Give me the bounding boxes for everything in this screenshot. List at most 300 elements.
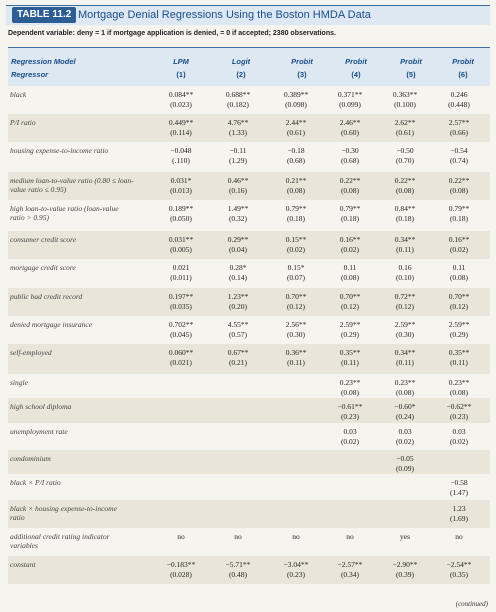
regressor-name: high school diploma: [10, 402, 72, 411]
coef-cell: [151, 348, 211, 368]
coefficient: 0.16**: [339, 235, 361, 244]
coefficient: −2.57**: [337, 560, 363, 569]
regressor-name: denied mortgage insurance: [10, 320, 93, 329]
coefficient: 1.23**: [227, 292, 249, 301]
coefficient: 0.021: [172, 263, 190, 272]
coefficient: −0.61**: [337, 402, 363, 411]
coefficient: −0.048: [170, 146, 192, 155]
coef-cell: [151, 176, 211, 196]
table-row: [8, 200, 490, 231]
standard-error: (0.60): [340, 128, 360, 137]
standard-error: (0.16): [228, 186, 248, 195]
coef-cell: [429, 235, 489, 255]
coefficient: 0.449**: [168, 118, 194, 127]
standard-error: (0.29): [449, 330, 469, 339]
standard-error: (0.20): [228, 302, 248, 311]
coefficient: 0.23**: [339, 378, 361, 387]
coefficient: 0.21**: [285, 176, 307, 185]
standard-error: (0.02): [449, 437, 469, 446]
standard-error: (0.08): [449, 273, 469, 282]
table-row: [8, 474, 490, 500]
table-row: [8, 500, 490, 528]
coefficient: 0.22**: [394, 176, 416, 185]
regressor-name: medium loan-to-value ratio (0.80 ≤ loan-value ratio ≤ 0.95): [10, 176, 134, 194]
coefficient: −0.58: [450, 478, 468, 487]
coef-cell: [429, 90, 489, 110]
standard-error: (0.34): [340, 570, 360, 579]
table-row: [8, 556, 490, 584]
coef-cell: [429, 146, 489, 166]
standard-error: (0.68): [286, 156, 306, 165]
coef-cell: [151, 532, 211, 542]
standard-error: (0.011): [170, 273, 192, 282]
standard-error: (0.18): [395, 214, 415, 223]
model-1: LPM: [173, 57, 189, 66]
coef-cell: [151, 292, 211, 312]
coefficient: 0.189**: [168, 204, 194, 213]
standard-error: (0.028): [170, 570, 192, 579]
table-row: [8, 288, 490, 316]
coef-cell: [320, 560, 380, 580]
regressor-label: Regressor: [11, 70, 49, 79]
regressor-name: black × P/I ratio: [10, 478, 61, 487]
table-row: [8, 398, 490, 423]
coef-cell: [429, 504, 489, 524]
regressor-name: black: [10, 90, 27, 99]
coefficient: 0.371**: [337, 90, 363, 99]
coef-cell: [429, 320, 489, 340]
coefficient: yes: [400, 532, 410, 541]
coef-cell: [375, 427, 435, 447]
coefficient: 0.28*: [229, 263, 247, 272]
coef-cell: [320, 118, 380, 138]
table-row: [8, 259, 490, 288]
coefficient: −0.30: [341, 146, 359, 155]
coef-cell: [266, 235, 326, 255]
standard-error: (0.11): [396, 358, 414, 367]
coef-cell: [266, 320, 326, 340]
coef-cell: [429, 478, 489, 498]
standard-error: (.110): [172, 156, 190, 165]
standard-error: (1.69): [449, 514, 469, 523]
standard-error: (0.02): [340, 437, 360, 446]
standard-error: (1.29): [228, 156, 248, 165]
standard-error: (0.050): [170, 214, 192, 223]
standard-error: (0.23): [286, 570, 306, 579]
standard-error: (0.02): [340, 245, 360, 254]
table-row: [8, 344, 490, 374]
coefficient: 0.72**: [394, 292, 416, 301]
coefficient: 2.56**: [285, 320, 307, 329]
standard-error: (0.61): [395, 128, 415, 137]
regressor-name: mortgage credit score: [10, 263, 76, 272]
coef-cell: [320, 532, 380, 542]
coef-cell: [320, 263, 380, 283]
regressor-name: self-employed: [10, 348, 52, 357]
coefficient: no: [234, 532, 242, 541]
standard-error: (0.12): [340, 302, 360, 311]
coef-cell: [208, 118, 268, 138]
standard-error: (0.08): [395, 186, 415, 195]
coefficient: 4.76**: [227, 118, 249, 127]
coefficient: 0.16: [398, 263, 412, 272]
coef-cell: [151, 118, 211, 138]
coef-cell: [375, 235, 435, 255]
table-row: [8, 374, 490, 398]
standard-error: (1.47): [449, 488, 469, 497]
standard-error: (0.08): [395, 388, 415, 397]
coefficient: 0.688**: [225, 90, 251, 99]
coefficient: 0.23**: [448, 378, 470, 387]
coef-cell: [208, 204, 268, 224]
coefficient: 0.15**: [285, 235, 307, 244]
standard-error: (0.182): [227, 100, 249, 109]
coefficient: 2.44**: [285, 118, 307, 127]
standard-error: (0.14): [228, 273, 248, 282]
table-tag: TABLE 11.2: [12, 7, 76, 23]
standard-error: (0.08): [340, 388, 360, 397]
coefficient: no: [177, 532, 185, 541]
coef-cell: [151, 560, 211, 580]
coef-cell: [375, 204, 435, 224]
coef-cell: [208, 292, 268, 312]
coef-cell: [429, 402, 489, 422]
coefficient: no: [292, 532, 300, 541]
coefficient: 0.36**: [285, 348, 307, 357]
standard-error: (1.33): [228, 128, 248, 137]
standard-error: (0.18): [340, 214, 360, 223]
coefficient: −0.60*: [394, 402, 416, 411]
standard-error: (0.12): [449, 302, 469, 311]
coefficient: −0.54: [450, 146, 468, 155]
model-5: Probit: [400, 57, 422, 66]
model-num-6: (6): [458, 70, 468, 79]
coef-cell: [151, 204, 211, 224]
coef-cell: [375, 402, 435, 422]
standard-error: (0.32): [228, 214, 248, 223]
standard-error: (0.08): [340, 273, 360, 282]
model-3: Probit: [291, 57, 313, 66]
coef-cell: [375, 454, 435, 474]
standard-error: (0.08): [286, 186, 306, 195]
standard-error: (0.57): [228, 330, 248, 339]
table-title: Mortgage Denial Regressions Using the Boston HMDA Data: [78, 9, 371, 21]
table-row: [8, 423, 490, 450]
standard-error: (0.12): [286, 302, 306, 311]
model-num-3: (3): [297, 70, 307, 79]
standard-error: (0.68): [340, 156, 360, 165]
coef-cell: [375, 146, 435, 166]
regressor-name: high loan-to-value ratio (loan-value ratio > 0.95): [10, 204, 119, 222]
standard-error: (0.013): [170, 186, 192, 195]
coef-cell: [151, 235, 211, 255]
standard-error: (0.24): [395, 412, 415, 421]
coef-cell: [320, 90, 380, 110]
coefficient: 0.03: [398, 427, 412, 436]
model-2: Logit: [231, 57, 251, 66]
table-header-bar: [6, 5, 490, 25]
coef-cell: [266, 118, 326, 138]
standard-error: (0.18): [449, 214, 469, 223]
coef-cell: [208, 235, 268, 255]
coefficient: −0.62**: [446, 402, 472, 411]
coefficient: 0.389**: [283, 90, 309, 99]
table-row: [8, 316, 490, 344]
coef-cell: [208, 146, 268, 166]
column-header: [8, 47, 490, 86]
coef-cell: [429, 427, 489, 447]
coef-cell: [208, 320, 268, 340]
coefficient: 1.49**: [227, 204, 249, 213]
coefficient: 0.363**: [392, 90, 418, 99]
coef-cell: [375, 348, 435, 368]
standard-error: (0.08): [449, 388, 469, 397]
coefficient: no: [455, 532, 463, 541]
standard-error: (0.12): [395, 302, 415, 311]
coef-cell: [320, 427, 380, 447]
coef-cell: [375, 378, 435, 398]
standard-error: (0.18): [286, 214, 306, 223]
coefficient: 0.79**: [285, 204, 307, 213]
standard-error: (0.30): [286, 330, 306, 339]
coefficient: 0.031**: [168, 235, 194, 244]
table-row: [8, 172, 490, 200]
coefficient: 0.084**: [168, 90, 194, 99]
coefficient: 0.702**: [168, 320, 194, 329]
coef-cell: [320, 402, 380, 422]
coefficient: 0.060**: [168, 348, 194, 357]
coefficient: 0.70**: [448, 292, 470, 301]
coefficient: 0.22**: [448, 176, 470, 185]
coefficient: 0.70**: [285, 292, 307, 301]
standard-error: (0.099): [339, 100, 361, 109]
coefficient: 2.46**: [339, 118, 361, 127]
coef-cell: [375, 532, 435, 542]
regressor-name: P/I ratio: [10, 118, 36, 127]
coefficient: 0.11: [343, 263, 357, 272]
table-row: [8, 142, 490, 172]
coef-cell: [320, 235, 380, 255]
standard-error: (0.08): [449, 186, 469, 195]
coef-cell: [429, 176, 489, 196]
coef-cell: [429, 348, 489, 368]
coefficient: 0.35**: [339, 348, 361, 357]
coefficient: −0.05: [396, 454, 414, 463]
coef-cell: [320, 348, 380, 368]
coef-cell: [208, 560, 268, 580]
coef-cell: [375, 320, 435, 340]
standard-error: (0.30): [395, 330, 415, 339]
coefficient: 0.34**: [394, 235, 416, 244]
coefficient: 0.197**: [168, 292, 194, 301]
standard-error: (0.35): [449, 570, 469, 579]
coef-cell: [266, 292, 326, 312]
regressor-name: housing expense-to-income ratio: [10, 146, 109, 155]
coef-cell: [429, 292, 489, 312]
coef-cell: [266, 146, 326, 166]
coefficient: 0.79**: [339, 204, 361, 213]
table-row: [8, 114, 490, 142]
coef-cell: [320, 176, 380, 196]
regression-model-label: Regression Model: [11, 57, 76, 66]
model-6: Probit: [452, 57, 474, 66]
table-row: [8, 528, 490, 556]
coefficient: 2.59**: [339, 320, 361, 329]
coefficient: 0.35**: [448, 348, 470, 357]
coefficient: 0.34**: [394, 348, 416, 357]
coef-cell: [429, 560, 489, 580]
coef-cell: [375, 292, 435, 312]
coefficient: −2.90**: [392, 560, 418, 569]
standard-error: (0.114): [170, 128, 192, 137]
coef-cell: [429, 378, 489, 398]
coef-cell: [320, 292, 380, 312]
coef-cell: [208, 176, 268, 196]
table-row: [8, 86, 490, 114]
regressor-name: unemployment rate: [10, 427, 68, 436]
coefficient: 2.57**: [448, 118, 470, 127]
regressor-name: condominium: [10, 454, 51, 463]
coefficient: no: [346, 532, 354, 541]
standard-error: (0.02): [286, 245, 306, 254]
coefficient: −3.04**: [283, 560, 309, 569]
standard-error: (0.021): [170, 358, 192, 367]
standard-error: (0.04): [228, 245, 248, 254]
coefficient: 1.23: [452, 504, 466, 513]
standard-error: (0.09): [395, 464, 415, 473]
coefficient: 0.16**: [448, 235, 470, 244]
coef-cell: [266, 532, 326, 542]
coefficient: 2.59**: [394, 320, 416, 329]
continued-note: (continued): [455, 600, 488, 608]
standard-error: (0.21): [228, 358, 248, 367]
table-row: [8, 231, 490, 259]
coef-cell: [266, 348, 326, 368]
coefficient: 0.79**: [448, 204, 470, 213]
coef-cell: [320, 378, 380, 398]
standard-error: (0.035): [170, 302, 192, 311]
coefficient: 0.03: [452, 427, 466, 436]
regressor-name: additional credit rating indicator variables: [10, 532, 110, 550]
coef-cell: [375, 263, 435, 283]
coef-cell: [429, 118, 489, 138]
coef-cell: [151, 320, 211, 340]
standard-error: (0.61): [286, 128, 306, 137]
coefficient: −5.71**: [225, 560, 251, 569]
coef-cell: [208, 263, 268, 283]
regressor-name: public bad credit record: [10, 292, 83, 301]
regressor-name: constant: [10, 560, 36, 569]
standard-error: (0.11): [341, 358, 359, 367]
coefficient: 0.46**: [227, 176, 249, 185]
standard-error: (0.29): [340, 330, 360, 339]
standard-error: (0.70): [395, 156, 415, 165]
coef-cell: [375, 560, 435, 580]
standard-error: (0.23): [449, 412, 469, 421]
coef-cell: [266, 176, 326, 196]
standard-error: (0.23): [340, 412, 360, 421]
model-num-4: (4): [351, 70, 361, 79]
coefficient: 4.55**: [227, 320, 249, 329]
coef-cell: [320, 146, 380, 166]
coefficient: 0.03: [343, 427, 357, 436]
coef-cell: [208, 532, 268, 542]
standard-error: (0.74): [449, 156, 469, 165]
model-num-2: (2): [236, 70, 246, 79]
coefficient: −0.183**: [166, 560, 196, 569]
standard-error: (0.11): [450, 358, 468, 367]
coef-cell: [375, 118, 435, 138]
coefficient: 2.59**: [448, 320, 470, 329]
regressor-name: consumer credit score: [10, 235, 77, 244]
coef-cell: [151, 146, 211, 166]
standard-error: (0.448): [448, 100, 470, 109]
coef-cell: [320, 320, 380, 340]
coef-cell: [375, 176, 435, 196]
model-num-5: (5): [406, 70, 416, 79]
standard-error: (0.02): [449, 245, 469, 254]
coefficient: 2.62**: [394, 118, 416, 127]
standard-error: (0.023): [170, 100, 192, 109]
coef-cell: [151, 90, 211, 110]
coef-cell: [429, 204, 489, 224]
standard-error: (0.08): [340, 186, 360, 195]
regressor-name: black × housing expense-to-income ratio: [10, 504, 117, 522]
standard-error: (0.11): [287, 358, 305, 367]
coef-cell: [151, 263, 211, 283]
standard-error: (0.48): [228, 570, 248, 579]
coefficient: 0.23**: [394, 378, 416, 387]
standard-error: (0.11): [396, 245, 414, 254]
coefficient: 0.15*: [287, 263, 305, 272]
coef-cell: [429, 532, 489, 542]
coef-cell: [320, 204, 380, 224]
coefficient: 0.246: [450, 90, 468, 99]
coefficient: 0.67**: [227, 348, 249, 357]
model-4: Probit: [345, 57, 367, 66]
standard-error: (0.100): [394, 100, 416, 109]
coef-cell: [266, 90, 326, 110]
coef-cell: [266, 204, 326, 224]
standard-error: (0.10): [395, 273, 415, 282]
standard-error: (0.66): [449, 128, 469, 137]
coefficient: −0.18: [287, 146, 305, 155]
coef-cell: [375, 90, 435, 110]
table-row: [8, 450, 490, 474]
coefficient: 0.11: [452, 263, 466, 272]
regressor-name: single: [10, 378, 28, 387]
coefficient: 0.29**: [227, 235, 249, 244]
standard-error: (0.098): [285, 100, 307, 109]
coef-cell: [208, 348, 268, 368]
standard-error: (0.02): [395, 437, 415, 446]
standard-error: (0.045): [170, 330, 192, 339]
coefficient: −0.50: [396, 146, 414, 155]
coef-cell: [429, 263, 489, 283]
coefficient: 0.84**: [394, 204, 416, 213]
standard-error: (0.07): [286, 273, 306, 282]
coef-cell: [208, 90, 268, 110]
coefficient: 0.22**: [339, 176, 361, 185]
coefficient: 0.031*: [170, 176, 192, 185]
coefficient: 0.70**: [339, 292, 361, 301]
model-num-1: (1): [176, 70, 186, 79]
coefficient: −0.11: [229, 146, 247, 155]
dependent-variable-note: Dependent variable: deny = 1 if mortgage application is denied, = 0 if accepted; 2380 observations.: [8, 30, 336, 37]
coef-cell: [266, 560, 326, 580]
coef-cell: [266, 263, 326, 283]
coefficient: −2.54**: [446, 560, 472, 569]
